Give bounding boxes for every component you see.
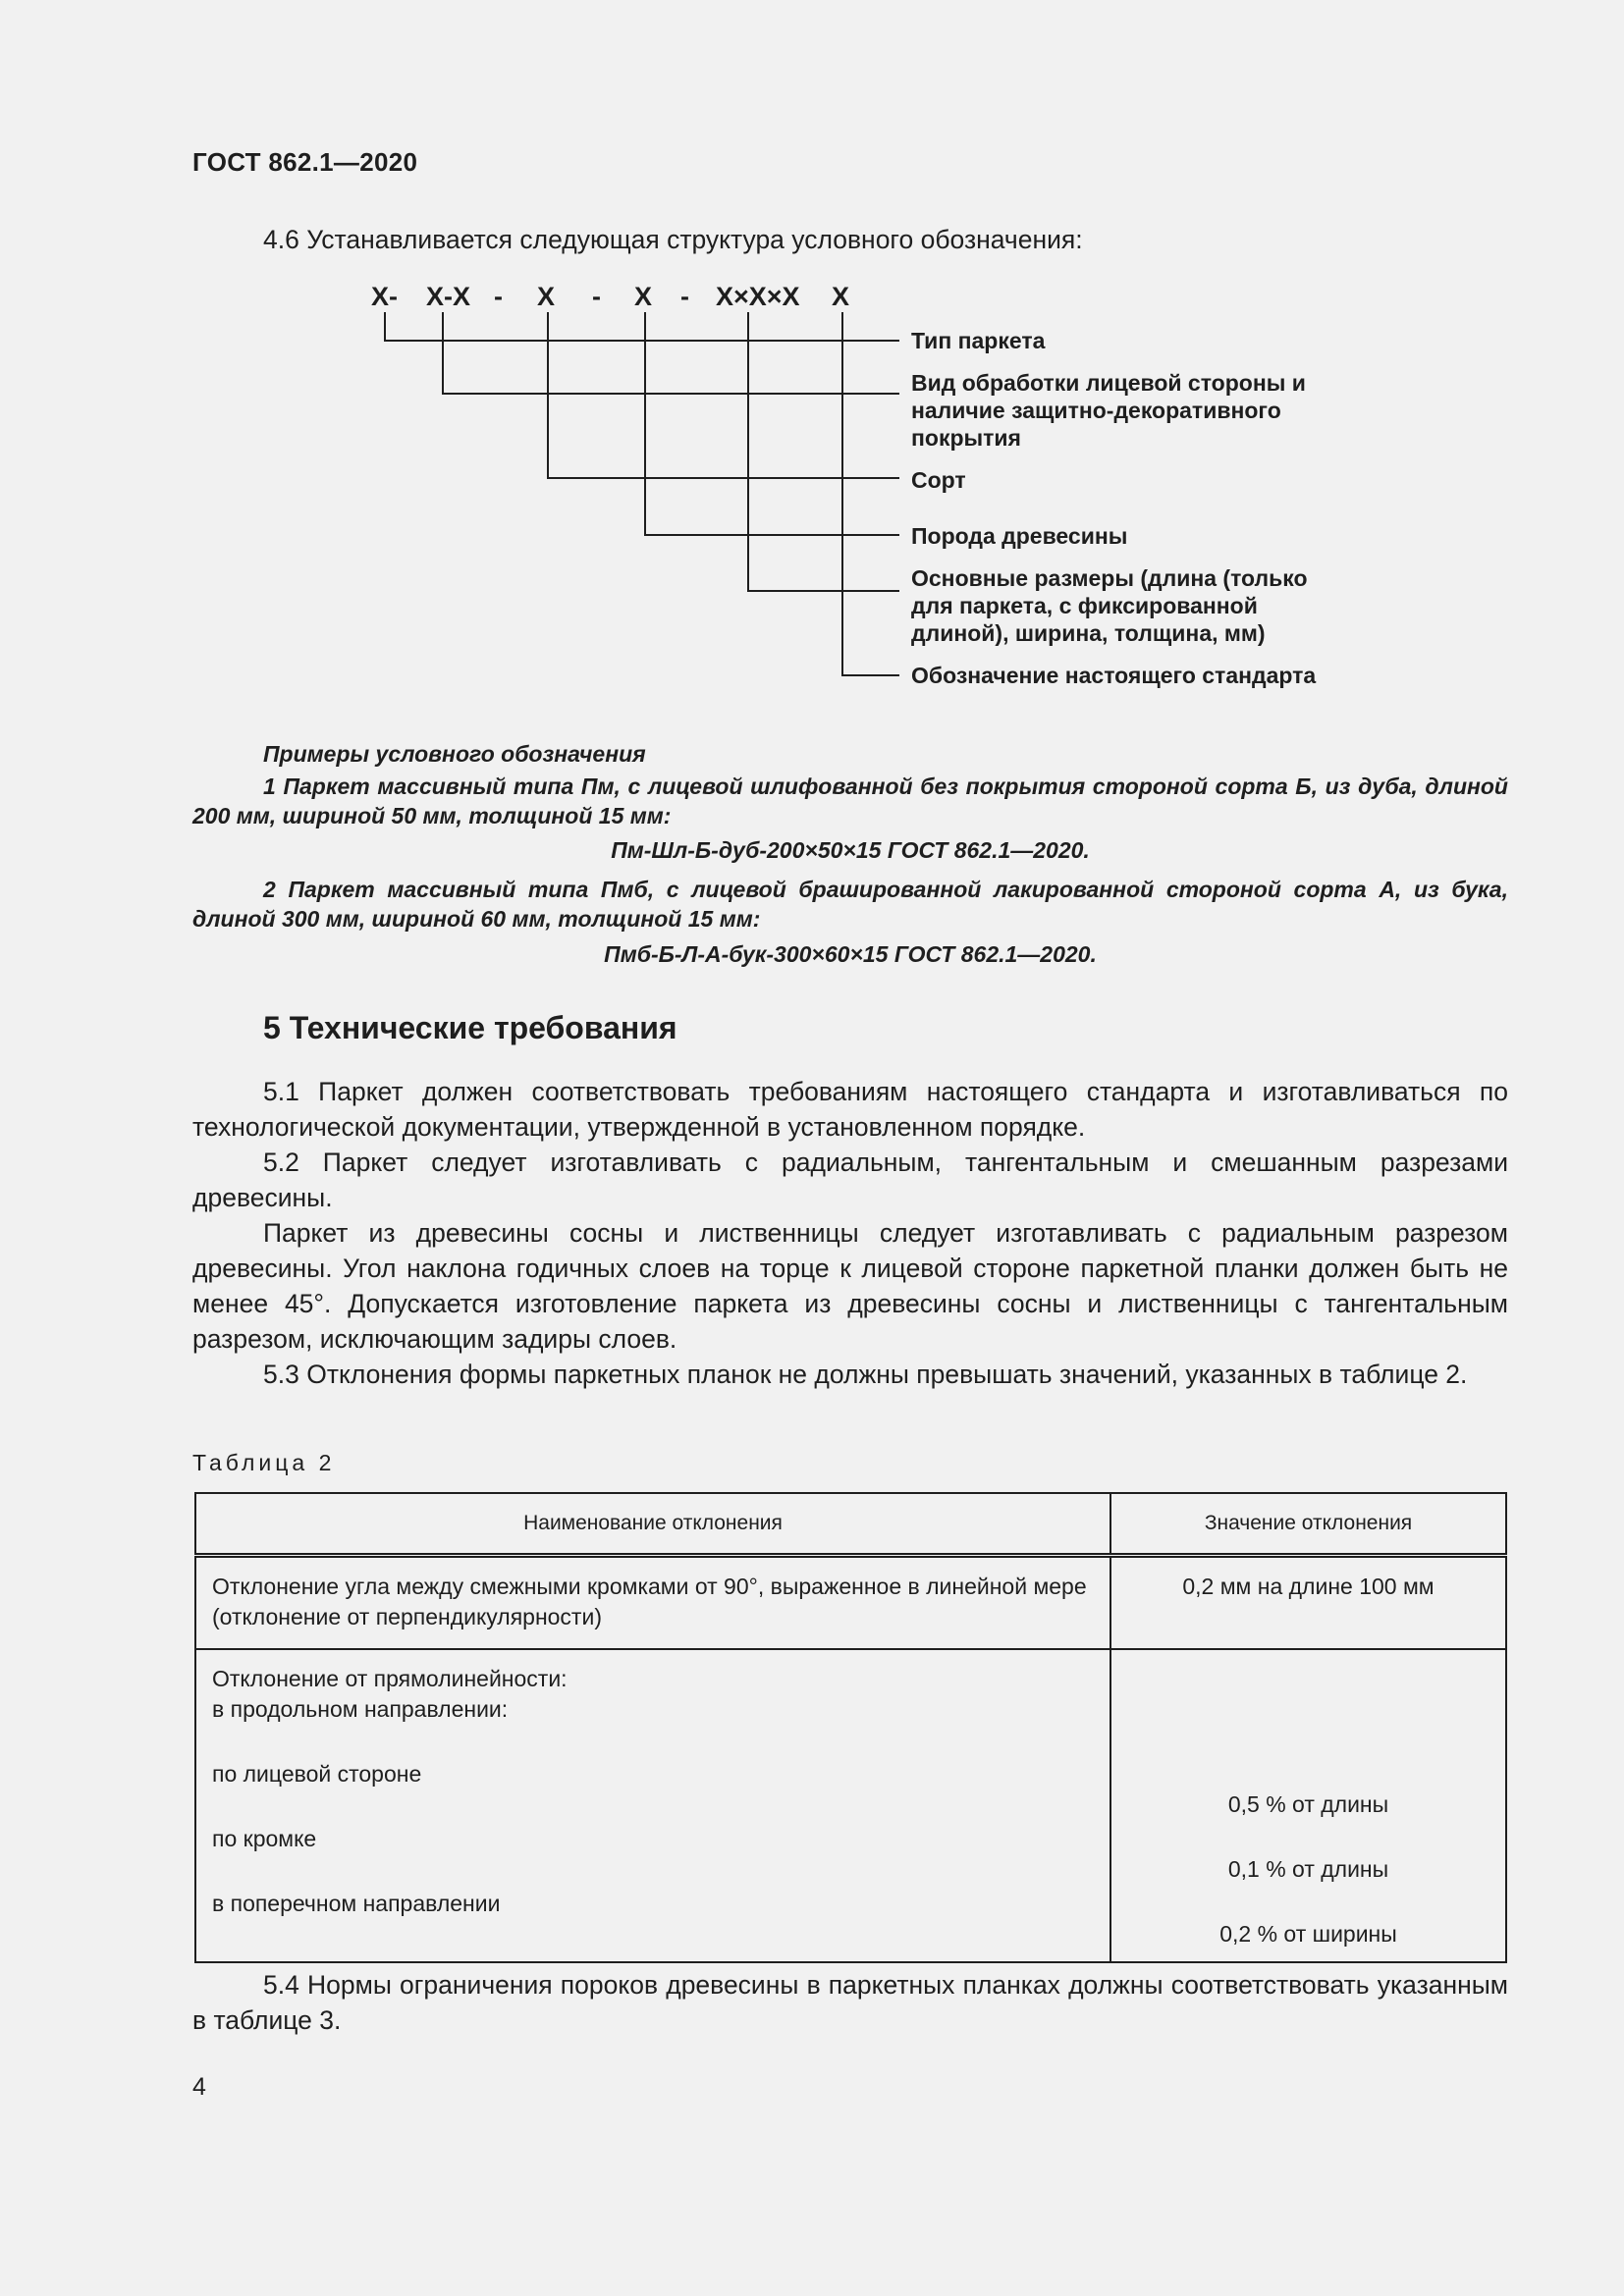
- table-cell-name: [195, 1649, 1110, 1962]
- sub-edge: по кромке: [212, 1826, 317, 1851]
- scheme-label-finish-3: покрытия: [911, 425, 1021, 451]
- scheme-code-finish: Х-Х: [426, 282, 471, 311]
- scheme-code-sep2: -: [592, 282, 601, 311]
- scheme-code-standard: Х: [832, 282, 850, 311]
- sub-transverse: в поперечном направлении: [212, 1891, 501, 1916]
- table-header-value: Значение отклонения: [1110, 1493, 1506, 1556]
- section-5-title: 5 Технические требования: [263, 1010, 677, 1045]
- clause-5-4: 5.4 Нормы ограничения пороков древесины в паркетных планках должны соответствовать указанным в таблице 3.: [192, 1970, 1508, 2035]
- value-face-side: 0,5 % от длины: [1227, 1791, 1389, 1817]
- scheme-code-dimensions: Х×Х×Х: [716, 282, 800, 311]
- clause-5-1: 5.1 Паркет должен соответствовать требованиям настоящего стандарта и изготавливаться по технологической документации, утвержденной в установленном порядке.: [192, 1077, 1508, 1142]
- scheme-label-finish-1: Вид обработки лицевой стороны и: [911, 370, 1306, 396]
- sub-face-side: по лицевой стороне: [212, 1761, 422, 1787]
- table-header-name: Наименование отклонения: [195, 1493, 1110, 1556]
- clause-4-6: 4.6 Устанавливается следующая структура условного обозначения:: [263, 225, 1083, 254]
- scheme-label-wood: Порода древесины: [911, 523, 1128, 549]
- scheme-code-sep3: -: [680, 282, 689, 311]
- examples-title: Примеры условного обозначения: [263, 741, 646, 767]
- clause-5-3: 5.3 Отклонения формы паркетных планок не должны превышать значений, указанных в таблице 2.: [263, 1360, 1468, 1389]
- scheme-label-grade: Сорт: [911, 467, 966, 493]
- table-2: [194, 1492, 1507, 1963]
- page-number: 4: [192, 2073, 206, 2101]
- clause-5-2-paragraph-2: Паркет из древесины сосны и лиственницы следует изготавливать с радиальным разрезом древесины. Угол наклона годичных слоев на торце к лицевой стороне паркетной планки должен быть не менее 45°. Допускается изготовление паркета из древесины сосны и лиственницы с тангентальным разрезом, исключающим задиры слоев.: [192, 1218, 1508, 1354]
- value-edge: 0,1 % от длины: [1227, 1856, 1389, 1882]
- scheme-code-wood: Х: [634, 282, 653, 311]
- scheme-connector-lines: [0, 0, 1624, 746]
- scheme-label-dimensions-2: для паркета, с фиксированной: [911, 593, 1258, 618]
- longitudinal-title: в продольном направлении:: [212, 1696, 509, 1722]
- example-2-text: 2 Паркет массивный типа Пмб, с лицевой брашированной лакированной стороной сорта А, из бука, длиной 300 мм, шириной 60 мм, толщиной 15 мм:: [192, 877, 1508, 932]
- table-row: [195, 1649, 1506, 1962]
- example-1-code: Пм-Шл-Б-дуб-200×50×15 ГОСТ 862.1—2020.: [611, 837, 1090, 863]
- table-header-row: [195, 1493, 1506, 1556]
- example-1-text: 1 Паркет массивный типа Пм, с лицевой шлифованной без покрытия стороной сорта Б, из дуба, длиной 200 мм, шириной 50 мм, толщиной 15 мм:: [192, 774, 1508, 828]
- scheme-label-standard: Обозначение настоящего стандарта: [911, 663, 1317, 688]
- table-cell-value: [1110, 1649, 1506, 1962]
- scheme-code-type: Х-: [371, 282, 398, 311]
- table-2-caption: Таблица 2: [192, 1450, 336, 1475]
- scheme-code-grade: Х: [537, 282, 556, 311]
- scheme-code-sep1: -: [494, 282, 503, 311]
- clause-5-2: 5.2 Паркет следует изготавливать с радиальным, тангентальным и смешанным разрезами древесины.: [192, 1148, 1508, 1212]
- document-header: ГОСТ 862.1—2020: [192, 147, 418, 177]
- table-cell-name: Отклонение угла между смежными кромками от 90°, выраженное в линейной мере (отклонение от перпендикулярности): [195, 1556, 1110, 1650]
- value-transverse: 0,2 % от ширины: [1219, 1921, 1397, 1947]
- straightness-title: Отклонение от прямолинейности:: [212, 1666, 568, 1691]
- scheme-label-finish-2: наличие защитно-декоративного: [911, 398, 1281, 423]
- table-row: [195, 1556, 1506, 1650]
- table-cell-value: 0,2 мм на длине 100 мм: [1110, 1556, 1506, 1650]
- scheme-label-type: Тип паркета: [911, 328, 1046, 353]
- example-2-code: Пмб-Б-Л-А-бук-300×60×15 ГОСТ 862.1—2020.: [604, 941, 1097, 967]
- scheme-label-dimensions-1: Основные размеры (длина (только: [911, 565, 1308, 591]
- scheme-label-dimensions-3: длиной), ширина, толщина, мм): [911, 620, 1266, 646]
